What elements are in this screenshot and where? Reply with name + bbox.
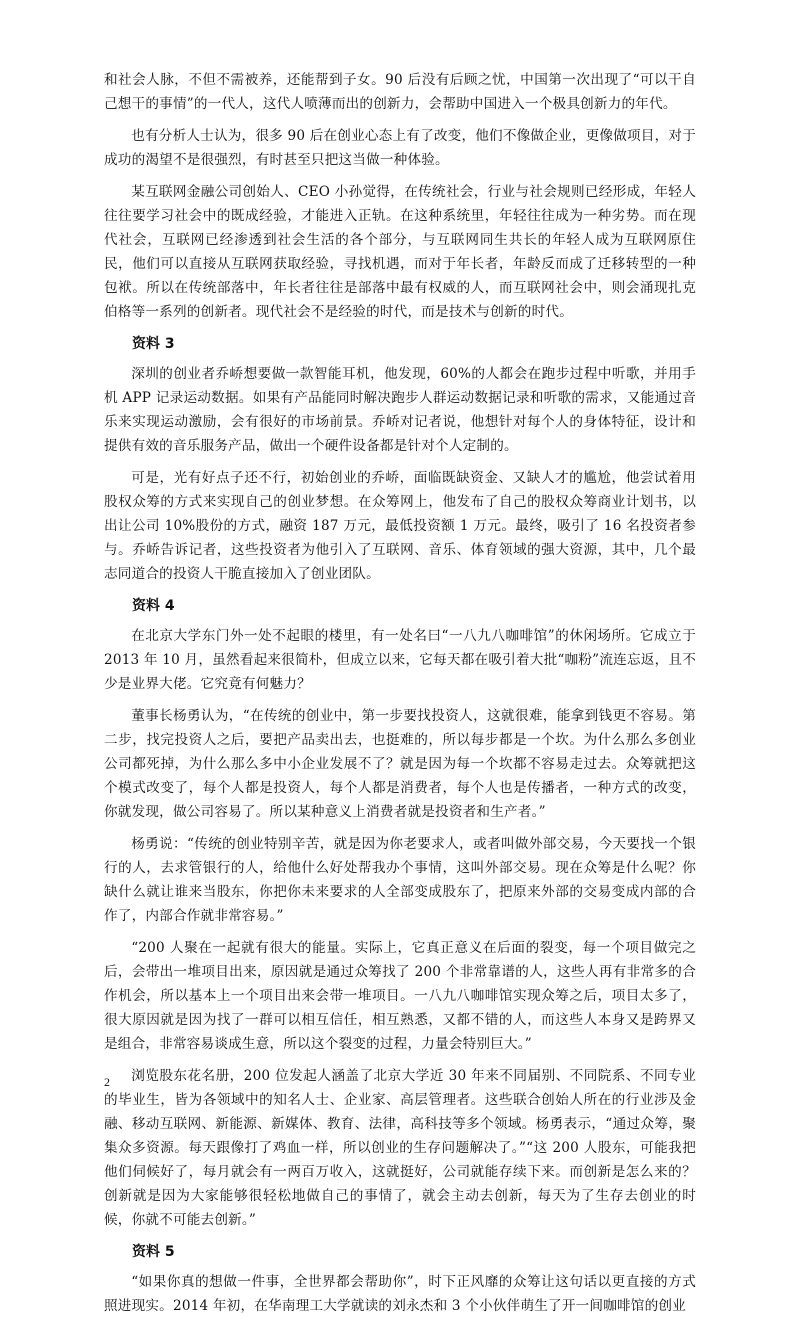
body-paragraph: 董事长杨勇认为，“在传统的创业中，第一步要找投资人，这就很难，能拿到钱更不容易。第二步，找完投资人之后，要把产品卖出去，也挺难的，所以每步都是一个坎。为什么那么多创业公司都死掉，为什么那么多中小企业发展不了？就是因为每一个坎都不容易走过去。众筹就把这个模式改变了，每个人都是投资人，每个人都是消费者，每个人也是传播者，一种方式的改变，你就发现，做公司容易了。所以某种意义上消费者就是投资者和生产者。” — [104, 708, 696, 820]
body-paragraph: 和社会人脉，不但不需被养，还能帮到子女。90 后没有后顾之忧，中国第一次出现了“可以干自己想干的事情”的一代人，这代人喷薄而出的创新力，会帮助中国进入一个极具创新力的年代。 — [104, 72, 696, 112]
body-paragraph: “如果你真的想做一件事，全世界都会帮助你”，时下正风靡的众筹让这句话以更直接的方式照进现实。2014 年初，在华南理工大学就读的刘永杰和 3 个小伙伴萌生了开一间咖啡馆的创业 — [104, 1274, 696, 1314]
page-number: 2 — [104, 1075, 110, 1089]
body-paragraph: 也有分析人士认为，很多 90 后在创业心态上有了改变，他们不像做企业，更像做项目，对于成功的渴望不是很强烈，有时甚至只把这当做一种体验。 — [104, 128, 696, 168]
page-body — [104, 68, 696, 1326]
section-heading: 资料 5 — [132, 1244, 175, 1260]
body-paragraph: 某互联网金融公司创始人、CEO 小孙觉得，在传统社会，行业与社会规则已经形成，年轻人往往要学习社会中的既成经验，才能进入正轨。在这种系统里，年轻往往成为一种劣势。而在现代社会，互联网已经渗透到社会生活的各个部分，与互联网同生共长的年轻人成为互联网原住民，他们可以直接从互联网获取经验，寻找机遇，而对于年长者，年龄反而成了迁移转型的一种包袱。所以在传统部落中，年长者往往是部落中最有权威的人，而互联网社会中，则会涌现扎克伯格等一系列的创新者。现代社会不是经验的时代，而是技术与创新的时代。 — [104, 184, 696, 320]
body-paragraph: 杨勇说：“传统的创业特别辛苦，就是因为你老要求人，或者叫做外部交易，今天要找一个银行的人，去求管银行的人，给他什么好处帮我办个事情，这叫外部交易。现在众筹是什么呢？你缺什么就让谁来当股东，你把你未来要求的人全部变成股东了，把原来外部的交易变成内部的合作了，内部合作就非常容易。” — [104, 836, 696, 924]
body-paragraph: 深圳的创业者乔峤想要做一款智能耳机，他发现，60%的人都会在跑步过程中听歌，并用手机 APP 记录运动数据。如果有产品能同时解决跑步人群运动数据记录和听歌的需求，又能通过音乐来实现运动激励，会有很好的市场前景。乔峤对记者说，他想针对每个人的身体特征，设计和提供有效的音乐服务产品，做出一个硬件设备都是针对个人定制的。 — [104, 366, 696, 454]
body-paragraph: 在北京大学东门外一处不起眼的楼里，有一处名曰“一八九八咖啡馆”的休闲场所。它成立于 2013 年 10 月，虽然看起来很简朴，但成立以来，它每天都在吸引着大批“咖粉”流连忘返，且不少是业界大佬。它究竟有何魅力？ — [104, 628, 696, 692]
body-paragraph: “200 人聚在一起就有很大的能量。实际上，它真正意义在后面的裂变，每一个项目做完之后，会带出一堆项目出来，原因就是通过众筹找了 200 个非常靠谱的人，这些人再有非常多的合作机会，所以基本上一个项目出来会带一堆项目。一八九八咖啡馆实现众筹之后，项目太多了，很大原因就是因为找了一群可以相互信任，相互熟悉，又都不错的人，而这些人本身又是跨界又是组合，非常容易谈成生意，所以这个裂变的过程，力量会特别巨大。” — [104, 940, 696, 1052]
body-paragraph: 浏览股东花名册，200 位发起人涵盖了北京大学近 30 年来不同届别、不同院系、不同专业的毕业生，皆为各领域中的知名人士、企业家、高层管理者。这些联合创始人所在的行业涉及金融、移动互联网、新能源、新媒体、教育、法律，高科技等多个领域。杨勇表示，“通过众筹，聚集众多资源。每天跟像打了鸡血一样，所以创业的生存问题解决了。”“这 200 人股东，可能我把他们伺候好了，每月就会有一两百万收入，这就挺好，公司就能存续下来。而创新是怎么来的？创新就是因为大家能够很轻松地做自己的事情了，就会主动去创新，每天为了生存去创业的时候，你就不可能去创新。” — [104, 1068, 696, 1228]
body-paragraph: 可是，光有好点子还不行，初始创业的乔峤，面临既缺资金、又缺人才的尴尬，他尝试着用股权众筹的方式来实现自己的创业梦想。在众筹网上，他发布了自己的股权众筹商业计划书，以出让公司 10%股份的方式，融资 187 万元，最低投资额 1 万元。最终，吸引了 16 名投资者参与。乔峤告诉记者，这些投资者为他引入了互联网、音乐、体育领域的强大资源，其中，几个最志同道合的投资人干脆直接加入了创业团队。 — [104, 470, 696, 582]
section-heading: 资料 4 — [132, 598, 175, 614]
section-heading: 资料 3 — [132, 336, 175, 352]
